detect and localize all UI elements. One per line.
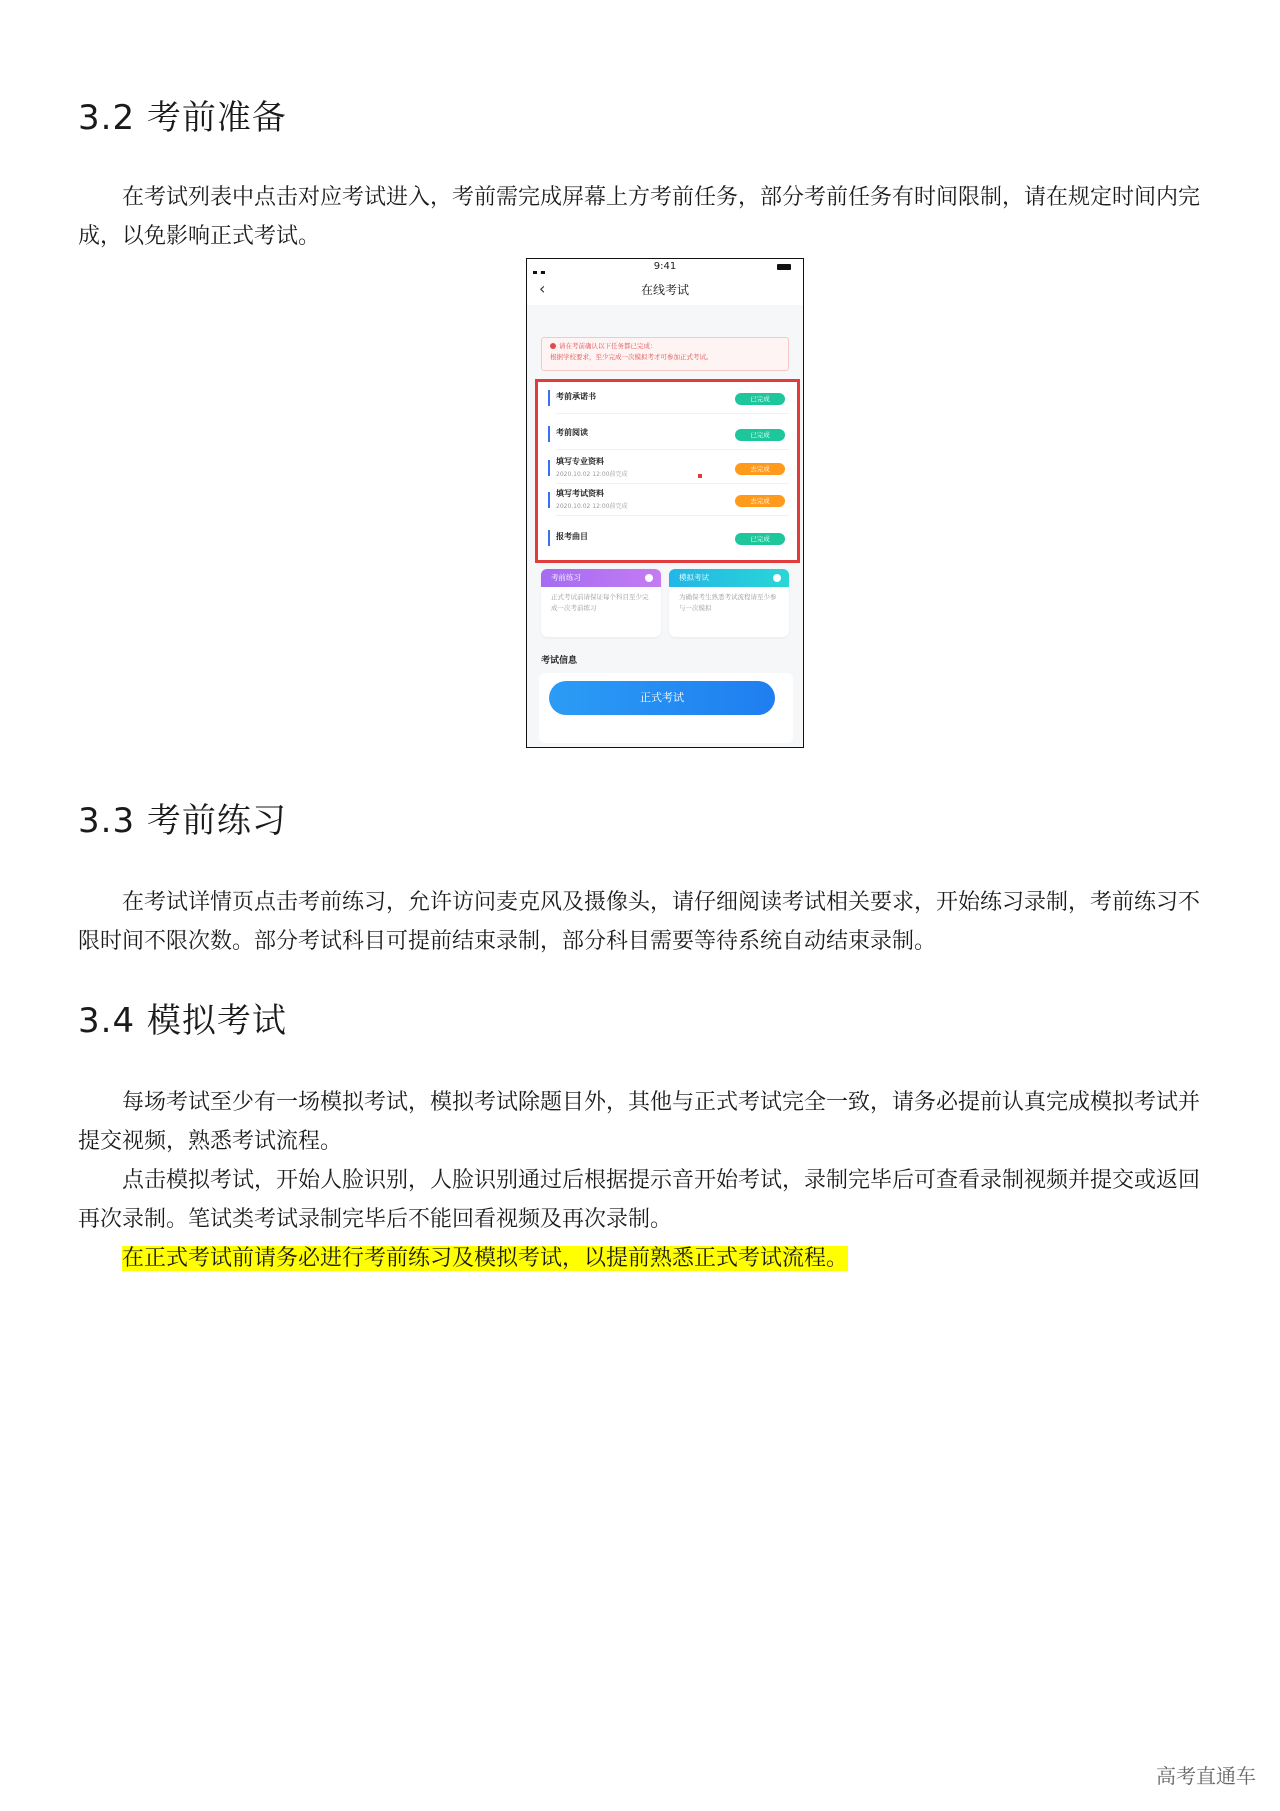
battery-icon bbox=[777, 264, 791, 270]
exam-info-label: 考试信息 bbox=[541, 656, 578, 666]
highlighted-note: 在正式考试前请务必进行考前练习及模拟考试，以提前熟悉正式考试流程。 bbox=[122, 1246, 849, 1271]
section-3-3-title: 3.3 考前练习 bbox=[78, 801, 287, 841]
practice-card-desc: 正式考试前请保证每个科目至少完成一次考前练习 bbox=[551, 593, 649, 612]
task-marker bbox=[548, 492, 550, 508]
task-marker bbox=[548, 390, 550, 406]
section-3-4-body-1: 每场考试至少有一场模拟考试，模拟考试除题目外，其他与正式考试完全一致，请务必提前认真完成模拟考试并提交视频，熟悉考试流程。 bbox=[78, 1090, 1201, 1154]
task-status-badge[interactable]: 已完成 bbox=[735, 429, 785, 441]
task-status-badge[interactable]: 已完成 bbox=[735, 393, 785, 405]
task-marker bbox=[548, 530, 550, 546]
mock-exam-card[interactable] bbox=[669, 569, 789, 637]
unread-dot bbox=[698, 474, 702, 478]
task-item[interactable] bbox=[546, 454, 789, 484]
task-item[interactable] bbox=[546, 384, 789, 414]
watermark: 高考直通车 bbox=[1156, 1764, 1256, 1788]
task-list-highlight-box bbox=[535, 379, 800, 563]
notice-banner bbox=[541, 337, 789, 371]
formal-exam-button[interactable]: 正式考试 bbox=[549, 681, 775, 715]
task-name: 考前承诺书 bbox=[556, 392, 596, 401]
task-marker bbox=[548, 426, 550, 442]
section-3-4-highlight-paragraph bbox=[78, 1239, 1208, 1278]
notice-line-2: 根据学校要求，至少完成一次模拟考才可参加正式考试。 bbox=[550, 353, 713, 361]
task-status-badge[interactable]: 去完成 bbox=[735, 495, 785, 507]
section-3-2-body: 在考试列表中点击对应考试进入，考前需完成屏幕上方考前任务，部分考前任务有时间限制，请在规定时间内完成，以免影响正式考试。 bbox=[78, 185, 1201, 249]
task-name: 考前阅读 bbox=[556, 428, 588, 437]
nav-title: 在线考试 bbox=[640, 283, 689, 297]
section-3-2-title: 3.2 考前准备 bbox=[78, 98, 287, 138]
section-3-4-title: 3.4 模拟考试 bbox=[78, 1001, 287, 1041]
task-item[interactable] bbox=[546, 486, 789, 516]
task-status-badge[interactable]: 已完成 bbox=[735, 533, 785, 545]
mock-card-desc: 为确保考生熟悉考试流程请至少参与一次模拟 bbox=[679, 593, 777, 612]
arrow-right-icon bbox=[773, 574, 781, 582]
practice-card[interactable] bbox=[541, 569, 661, 637]
divider bbox=[556, 515, 789, 516]
nav-bar bbox=[527, 275, 803, 305]
status-time: 9:41 bbox=[653, 261, 677, 272]
divider bbox=[556, 449, 789, 450]
mock-card-title: 模拟考试 bbox=[679, 573, 709, 582]
task-item[interactable] bbox=[546, 420, 789, 450]
practice-card-title: 考前练习 bbox=[551, 573, 581, 582]
task-deadline: 2020.10.02 12:00前完成 bbox=[556, 471, 628, 478]
task-item[interactable] bbox=[546, 524, 789, 554]
task-status-badge[interactable]: 去完成 bbox=[735, 463, 785, 475]
phone-screenshot bbox=[526, 258, 804, 748]
back-icon[interactable]: ‹ bbox=[539, 279, 546, 298]
task-name: 填写考试资料 bbox=[556, 489, 604, 498]
arrow-right-icon bbox=[645, 574, 653, 582]
task-marker bbox=[548, 460, 550, 476]
divider bbox=[556, 413, 789, 414]
section-3-3-body: 在考试详情页点击考前练习，允许访问麦克风及摄像头，请仔细阅读考试相关要求，开始练习录制，考前练习不限时间不限次数。部分考试科目可提前结束录制，部分科目需要等待系统自动结束录制。 bbox=[78, 890, 1201, 954]
divider bbox=[556, 483, 789, 484]
status-bar bbox=[527, 259, 803, 275]
task-name: 填写专业资料 bbox=[556, 457, 604, 466]
task-deadline: 2020.10.02 12:00前完成 bbox=[556, 503, 628, 510]
notice-line-1: 请在考前确认以下任务都已完成： bbox=[559, 342, 657, 350]
section-3-4-body-2: 点击模拟考试，开始人脸识别，人脸识别通过后根据提示音开始考试，录制完毕后可查看录制视频并提交或返回再次录制。笔试类考试录制完毕后不能回看视频及再次录制。 bbox=[78, 1168, 1201, 1232]
exam-info-panel bbox=[539, 673, 793, 743]
task-name: 报考曲目 bbox=[556, 532, 588, 541]
alert-icon bbox=[550, 343, 556, 349]
